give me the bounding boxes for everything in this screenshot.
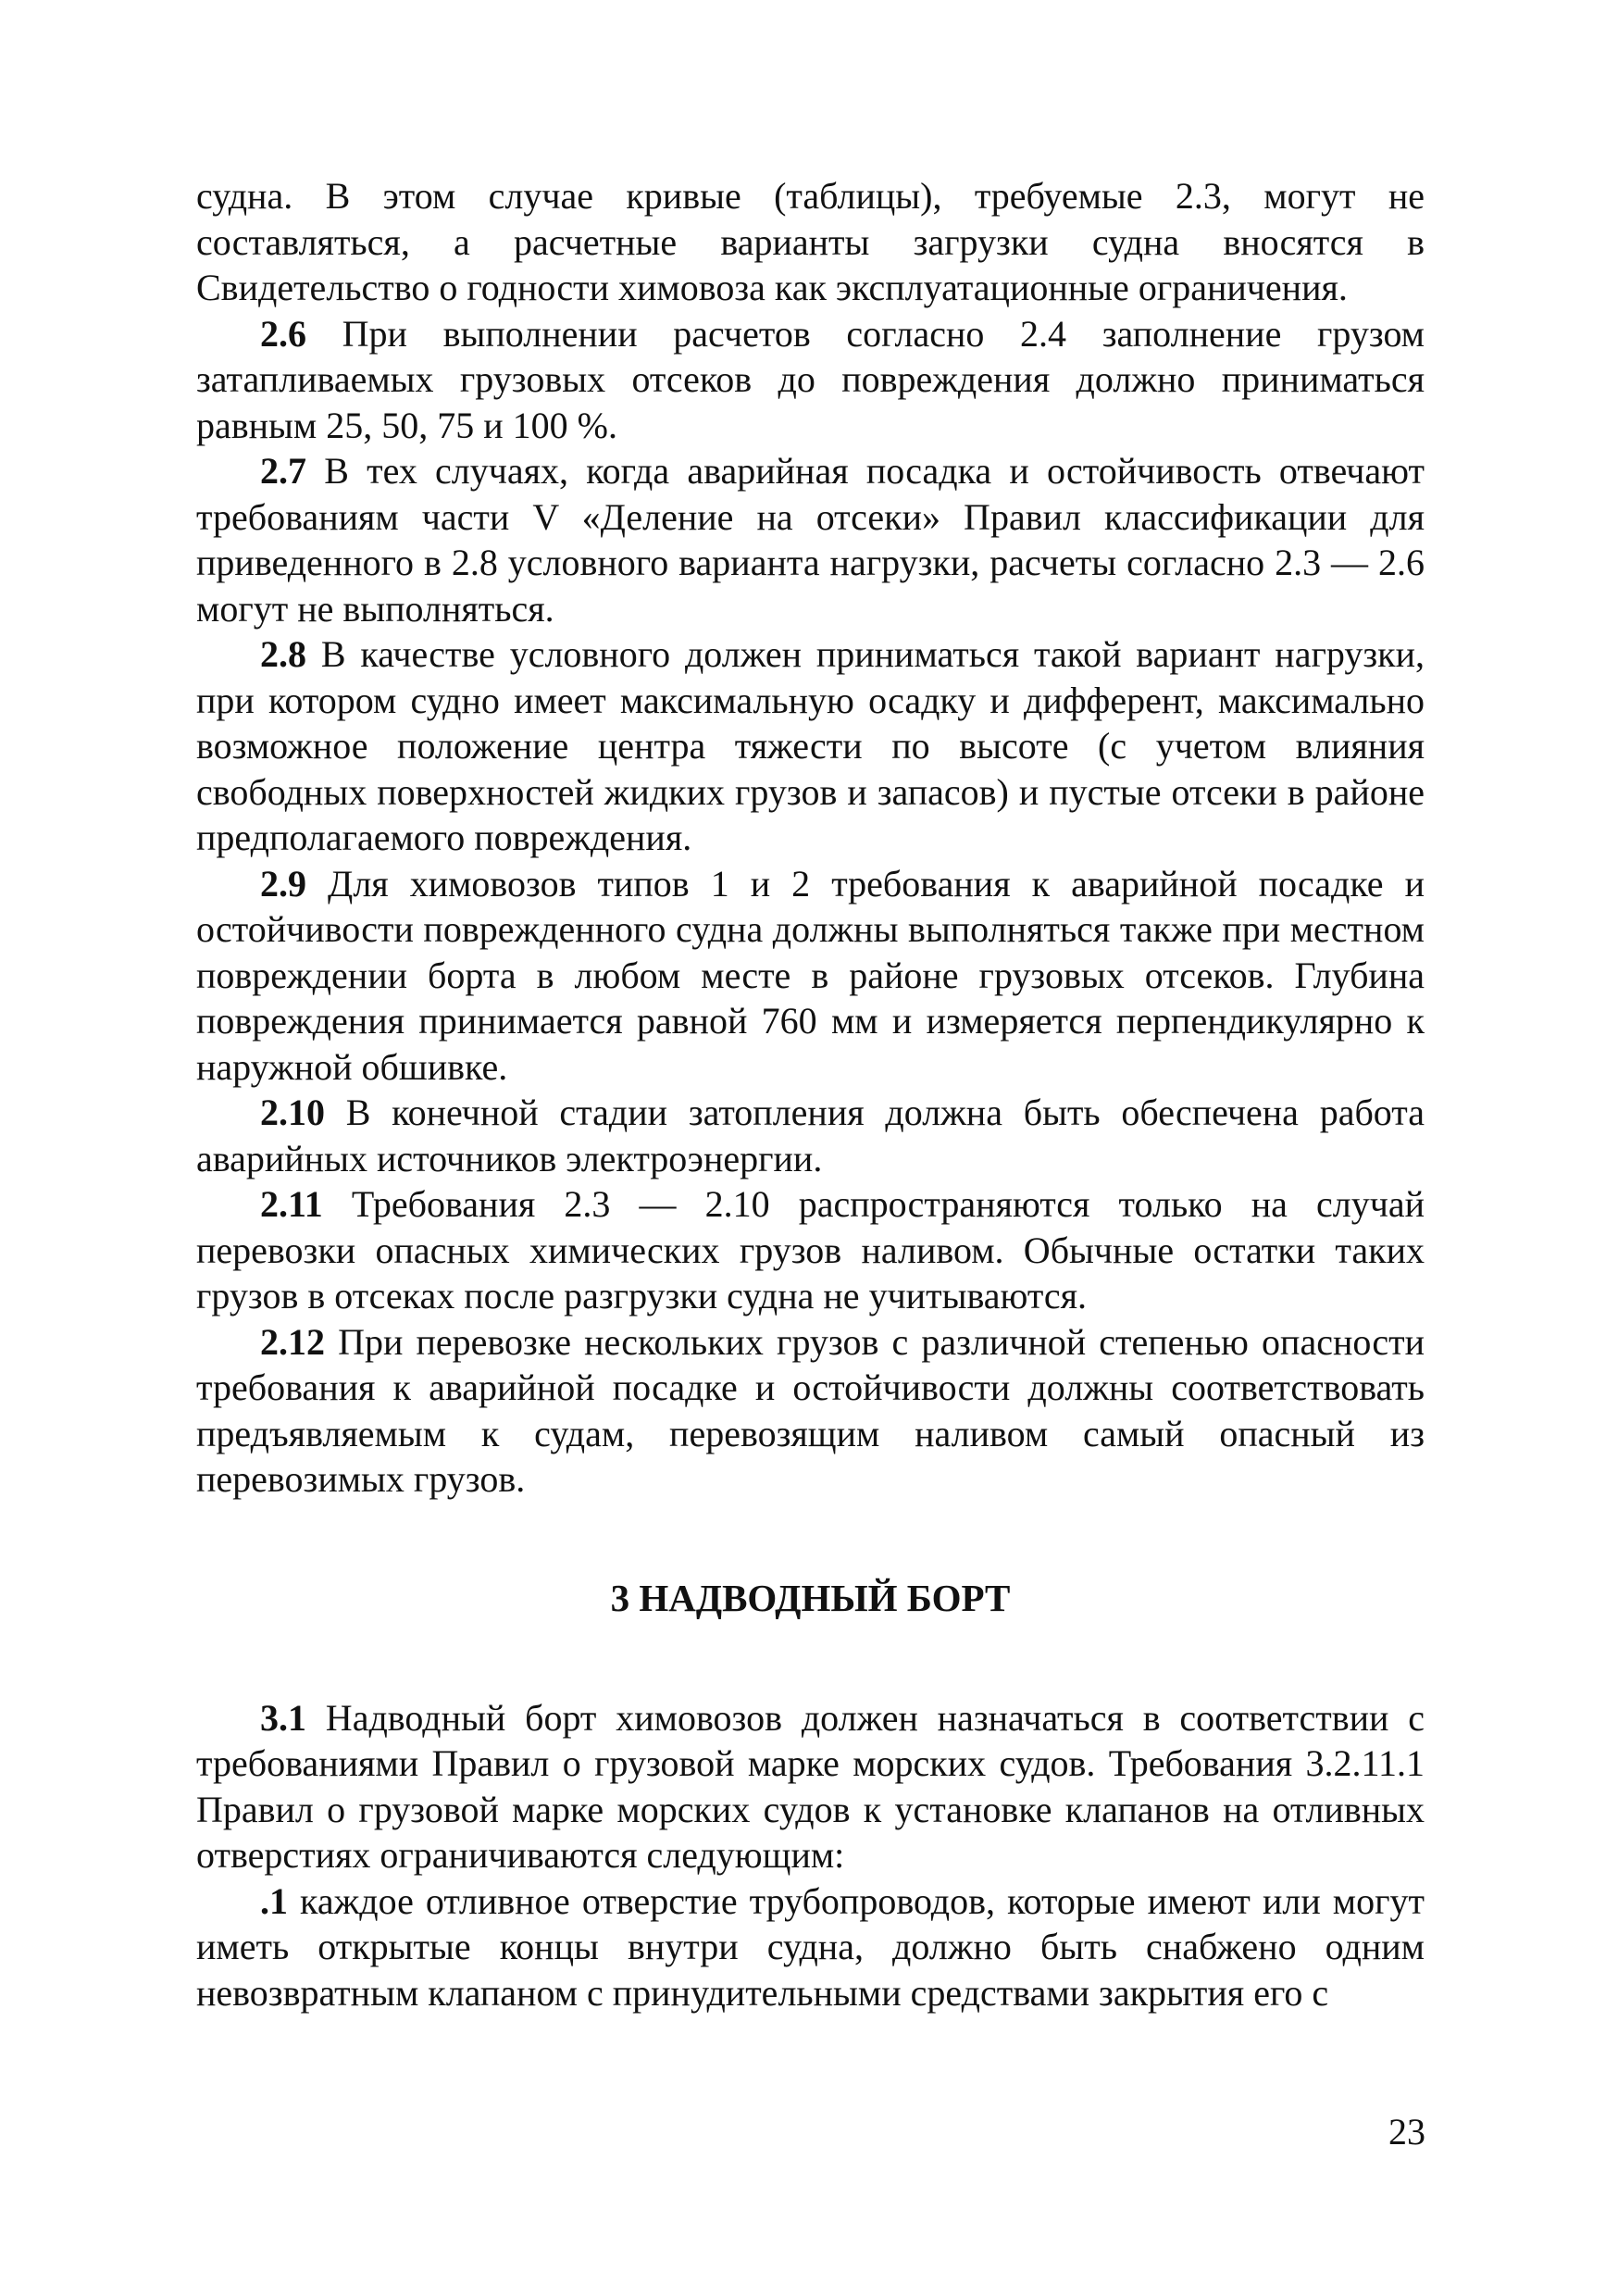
paragraph-text: При выполнении расчетов согласно 2.4 заполнение грузом затапливаемых грузовых отсеков до повреждения должно приниматься равным 25, 50, 75 и 100 %. (196, 312, 1425, 446)
paragraph-2-10 (196, 1090, 1425, 1181)
paragraph-3-1 (196, 1695, 1425, 1878)
clause-number: 3.1 (260, 1696, 306, 1739)
clause-number: 2.11 (260, 1183, 323, 1225)
paragraph-2-6 (196, 311, 1425, 449)
clause-number: 2.9 (260, 862, 306, 905)
paragraph-text: Надводный борт химовозов должен назначаться в соответствии с требованиями Правил о грузовой марке морских судов. Требования 3.2.11.1 Правил о грузовой марке морских судов к установке клапанов на отливных отверстиях ограничиваются следующим: (196, 1696, 1425, 1876)
clause-number: 2.12 (260, 1320, 325, 1363)
clause-number: 2.6 (260, 312, 306, 355)
clause-number: .1 (260, 1879, 288, 1922)
section-heading: 3 НАДВОДНЫЙ БОРТ (610, 1576, 1011, 1619)
paragraph-2-9 (196, 861, 1425, 1091)
paragraph-text: В качестве условного должен приниматься такой вариант нагрузки, при котором судно имеет максимальную осадку и дифферент, максимально возможное положение центра тяжести по высоте (с учетом влияния свободных поверхностей жидких грузов и запасов) и пустые отсеки в районе предполагаемого повреждения. (196, 633, 1425, 858)
paragraph-text: В конечной стадии затопления должна быть обеспечена работа аварийных источников электроэнергии. (196, 1092, 1425, 1179)
paragraph-2-8 (196, 631, 1425, 861)
paragraph-2-7 (196, 448, 1425, 631)
paragraph-3-1-1 (196, 1878, 1425, 2016)
paragraph-text: каждое отливное отверстие трубопроводов, которые имеют или могут иметь открытые концы внутри судна, должно быть снабжено одним невозвратным клапаном с принудительными средствами закрытия его с (196, 1879, 1425, 2014)
paragraph-2-12 (196, 1319, 1425, 1503)
paragraph-text: Требования 2.3 — 2.10 распространяются только на случай перевозки опасных химических грузов наливом. Обычные остатки таких грузов в отсеках после разгрузки судна не учитываются. (196, 1183, 1425, 1316)
paragraph-text: В тех случаях, когда аварийная посадка и остойчивость отвечают требованиям части V «Деление на отсеки» Правил классификации для приведенного в 2.8 условного варианта нагрузки, расчеты согласно 2.3 — 2.6 могут не выполняться. (196, 450, 1425, 630)
paragraph-2-11 (196, 1181, 1425, 1319)
page-body (196, 173, 1425, 2015)
paragraph-text: Для химовозов типов 1 и 2 требования к аварийной посадке и остойчивости поврежденного судна должны выполняться также при местном повреждении борта в любом месте в районе грузовых отсеков. Глубина повреждения принимается равной 760 мм и измеряется перпендикулярно к наружной обшивке. (196, 862, 1425, 1088)
paragraph-text: судна. В этом случае кривые (таблицы), требуемые 2.3, могут не составляться, а расчетные варианты загрузки судна вносятся в Свидетельство о годности химовоза как эксплуатационные ограничения. (196, 175, 1425, 308)
clause-number: 2.10 (260, 1092, 325, 1133)
page-number: 23 (1388, 2111, 1425, 2152)
clause-number: 2.8 (260, 633, 306, 675)
clause-number: 2.7 (260, 450, 306, 492)
paragraph-text: При перевозке нескольких грузов с различной степенью опасности требования к аварийной посадке и остойчивости должны соответствовать предъявляемым к судам, перевозящим наливом самый опасный из перевозимых грузов. (196, 1320, 1425, 1500)
paragraph-continuation (196, 173, 1425, 311)
